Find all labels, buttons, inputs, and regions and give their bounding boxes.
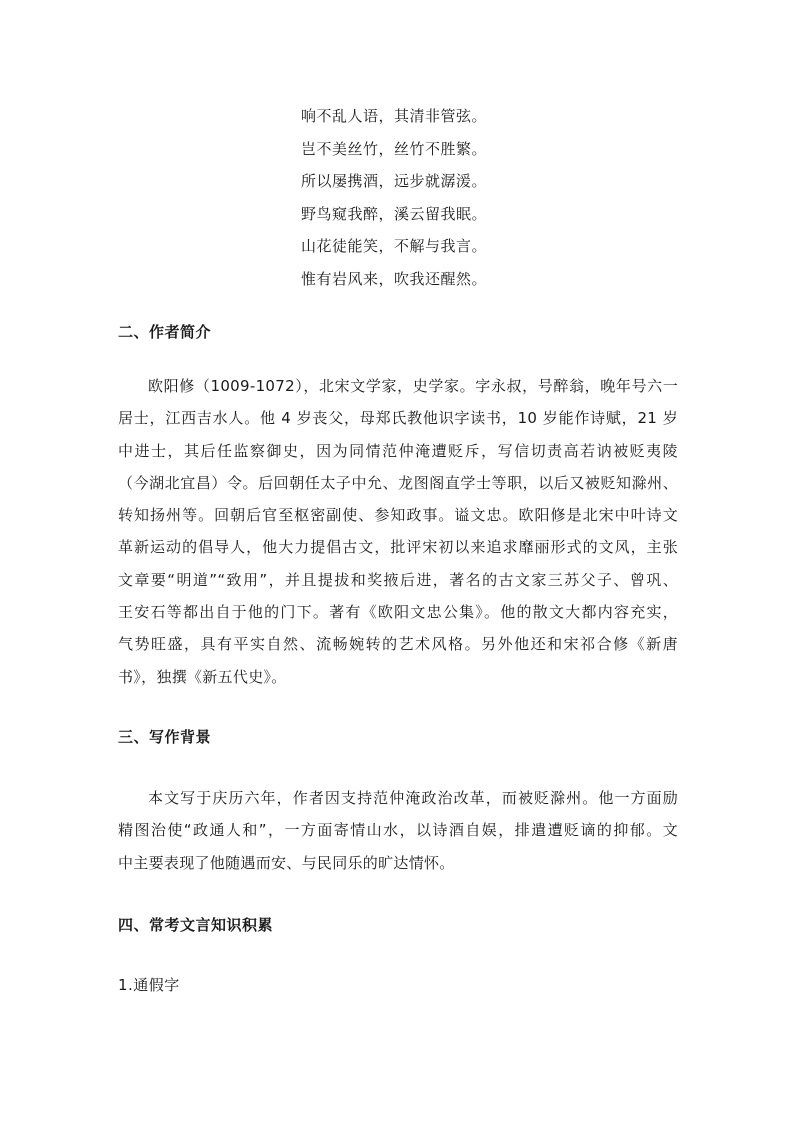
poem-line: 惟有岩风来，吹我还醒然。 (301, 269, 488, 288)
poem-line: 岂不美丝竹，丝竹不胜繁。 (301, 139, 488, 158)
paragraph-line: 气势旺盛，具有平实自然、流畅婉转的艺术风格。另外他还和宋祁合修《新唐 (118, 635, 678, 654)
sub-heading: 1.通假字 (118, 976, 180, 994)
background-paragraph (118, 782, 678, 879)
paragraph-line: 转知扬州等。回朝后官至枢密副使、参知政事。谥文忠。欧阳修是北宋中叶诗文 (118, 506, 678, 525)
background-heading: 三、写作背景 (118, 728, 212, 746)
paragraph-line: 中进士，其后任监察御史，因为同情范仲淹遭贬斥，写信切责高若讷被贬夷陵 (118, 441, 678, 460)
paragraph-line: 精图治使“政通人和”，一方面寄情山水，以诗酒自娱，排遣遭贬谪的抑郁。文 (118, 821, 678, 840)
poem-line: 山花徒能笑，不解与我言。 (301, 237, 488, 255)
paragraph-line: 欧阳修（1009-1072），北宋文学家，史学家。字永叔，号醉翁，晚年号六一 (148, 377, 678, 395)
poem-block (301, 100, 487, 295)
paragraph-line: 王安石等都出自于他的门下。著有《欧阳文忠公集》。他的散文大都内容充实， (118, 603, 678, 622)
poem-line: 所以屡携酒，远步就潺湲。 (301, 172, 488, 190)
paragraph-line: 居士，江西吉水人。他 4 岁丧父，母郑氏教他识字读书，10 岁能作诗赋，21 岁 (118, 409, 678, 428)
paragraph-line: 文章要“明道”“致用”，并且提拔和奖掖后进，著名的古文家三苏父子、曾巩、 (118, 570, 678, 589)
author-heading: 二、作者简介 (118, 323, 212, 341)
author-paragraph (118, 370, 678, 693)
paragraph-line: （今湖北宜昌）令。后回朝任太子中允、龙图阁直学士等职，以后又被贬知滁州、 (118, 473, 678, 492)
paragraph-line: 革新运动的倡导人，他大力提倡古文，批评宋初以来追求靡丽形式的文风，主张 (118, 538, 678, 557)
paragraph-line: 书》，独撰《新五代史》。 (118, 667, 287, 686)
poem-line: 野鸟窥我醉，溪云留我眠。 (301, 204, 488, 223)
paragraph-line: 本文写于庆历六年，作者因支持范仲淹政治改革，而被贬滁州。他一方面励 (148, 789, 678, 807)
knowledge-heading: 四、常考文言知识积累 (118, 916, 274, 934)
paragraph-line: 中主要表现了他随遇而安、与民同乐的旷达情怀。 (118, 853, 455, 872)
poem-line: 响不乱人语，其清非管弦。 (301, 107, 488, 125)
